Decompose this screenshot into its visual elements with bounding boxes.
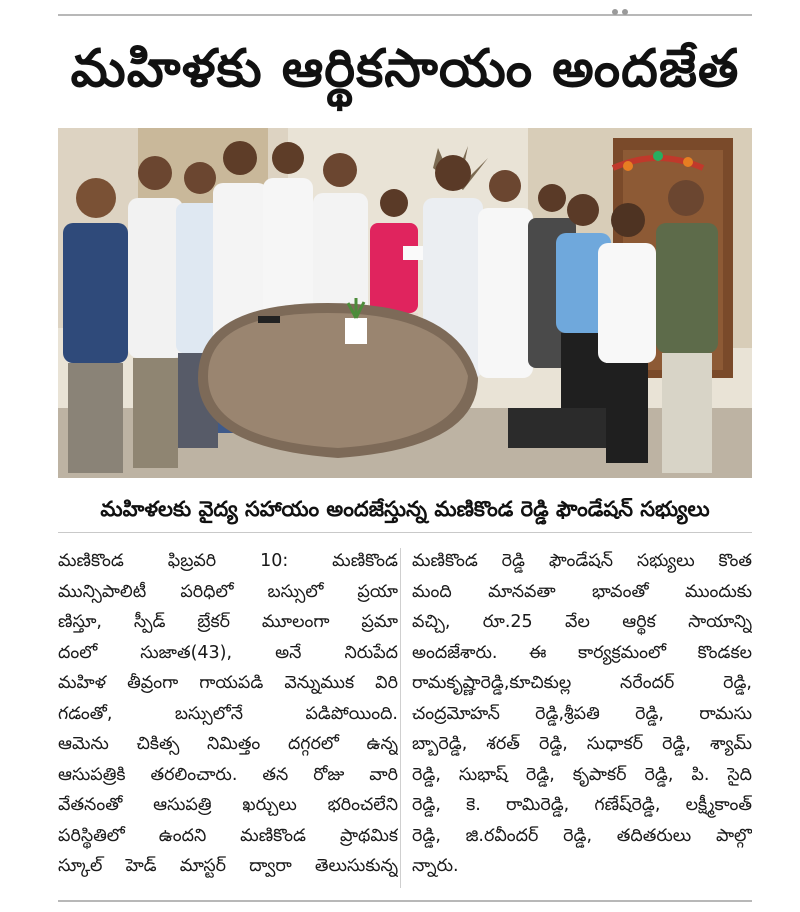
article-line: చంద్రమోహన్ రెడ్డి,శ్రీపతి రెడ్డి, రామసు [412,703,752,724]
article-line: వేతనంతో ఆసుపత్రి ఖర్చులు భరించలేని [58,795,398,815]
article-line: ణిస్తూ, స్పీడ్ బ్రేకర్ మూలంగా ప్రమా [58,612,398,632]
column-divider [400,548,401,888]
article-line: బ్బారెడ్డి, శరత్ రెడ్డి, సుధాకర్ రెడ్డి, శ్యామ్ [412,734,752,754]
top-rule [58,14,752,16]
article-column-left [58,546,398,882]
article-line: రెడ్డి, సుభాష్ రెడ్డి, కృపాకర్ రెడ్డి, పి. సైది [412,764,752,785]
headline: మహిళకు ఆర్థికసాయం అందజేత [70,39,740,99]
article-line: న్నారు. [412,856,459,876]
article-line: గడంతో, బస్సులోనే పడిపోయింది. [58,703,398,724]
article-line: ఆసుపత్రికి తరలించారు. తన రోజు వారి [58,764,398,785]
article-line: రెడ్డి, జి.రవీందర్ రెడ్డి, తదితరులు పాల్గొ [412,825,752,846]
article-line: వచ్చి, రూ.25 వేల ఆర్థిక సాయాన్ని [412,612,752,632]
article-line: మణికొండ రెడ్డి ఫౌండేషన్ సభ్యులు కొంత [412,551,752,571]
article-line: ఆమెను చికిత్స నిమిత్తం దగ్గరలో ఉన్న [58,734,398,754]
article-column-right [412,546,752,882]
article-line: రామకృష్ణారెడ్డి,కూచికుల్ల నరేందర్ రెడ్డి, [412,673,752,693]
news-photo [58,128,752,478]
article-line: మున్సిపాలిటీ పరిధిలో బస్సులో ప్రయా [58,581,398,602]
bottom-rule [58,900,752,902]
caption-rule [58,532,752,533]
page-marker-icon [612,0,652,8]
article-line: అందజేశారు. ఈ కార్యక్రమంలో కొండకల [412,642,752,663]
group-photo-icon [58,128,752,478]
article-line: మణికొండ ఫిబ్రవరి 10: మణికొండ [58,551,398,571]
article-line: పరిస్థితిలో ఉందని మణికొండ ప్రాథమిక [58,825,398,846]
article-line: దంలో సుజాత(43), అనే నిరుపేద [58,642,398,663]
photo-caption: మహిళలకు వైద్య సహాయం అందజేస్తున్న మణికొండ రెడ్డి ఫౌండేషన్ సభ్యులు [100,497,710,521]
article-line: స్కూల్ హెడ్ మాస్టర్ ద్వారా తెలుసుకున్న [58,856,398,876]
article-line: రెడ్డి, కె. రామిరెడ్డి, గణేష్‌రెడ్డి, లక్ష్మీకాంత్ [412,795,752,815]
article-line: మహిళ తీవ్రంగా గాయపడి వెన్నుముక విరి [58,673,398,693]
article-line: మంది మానవతా భావంతో ముందుకు [412,581,752,602]
